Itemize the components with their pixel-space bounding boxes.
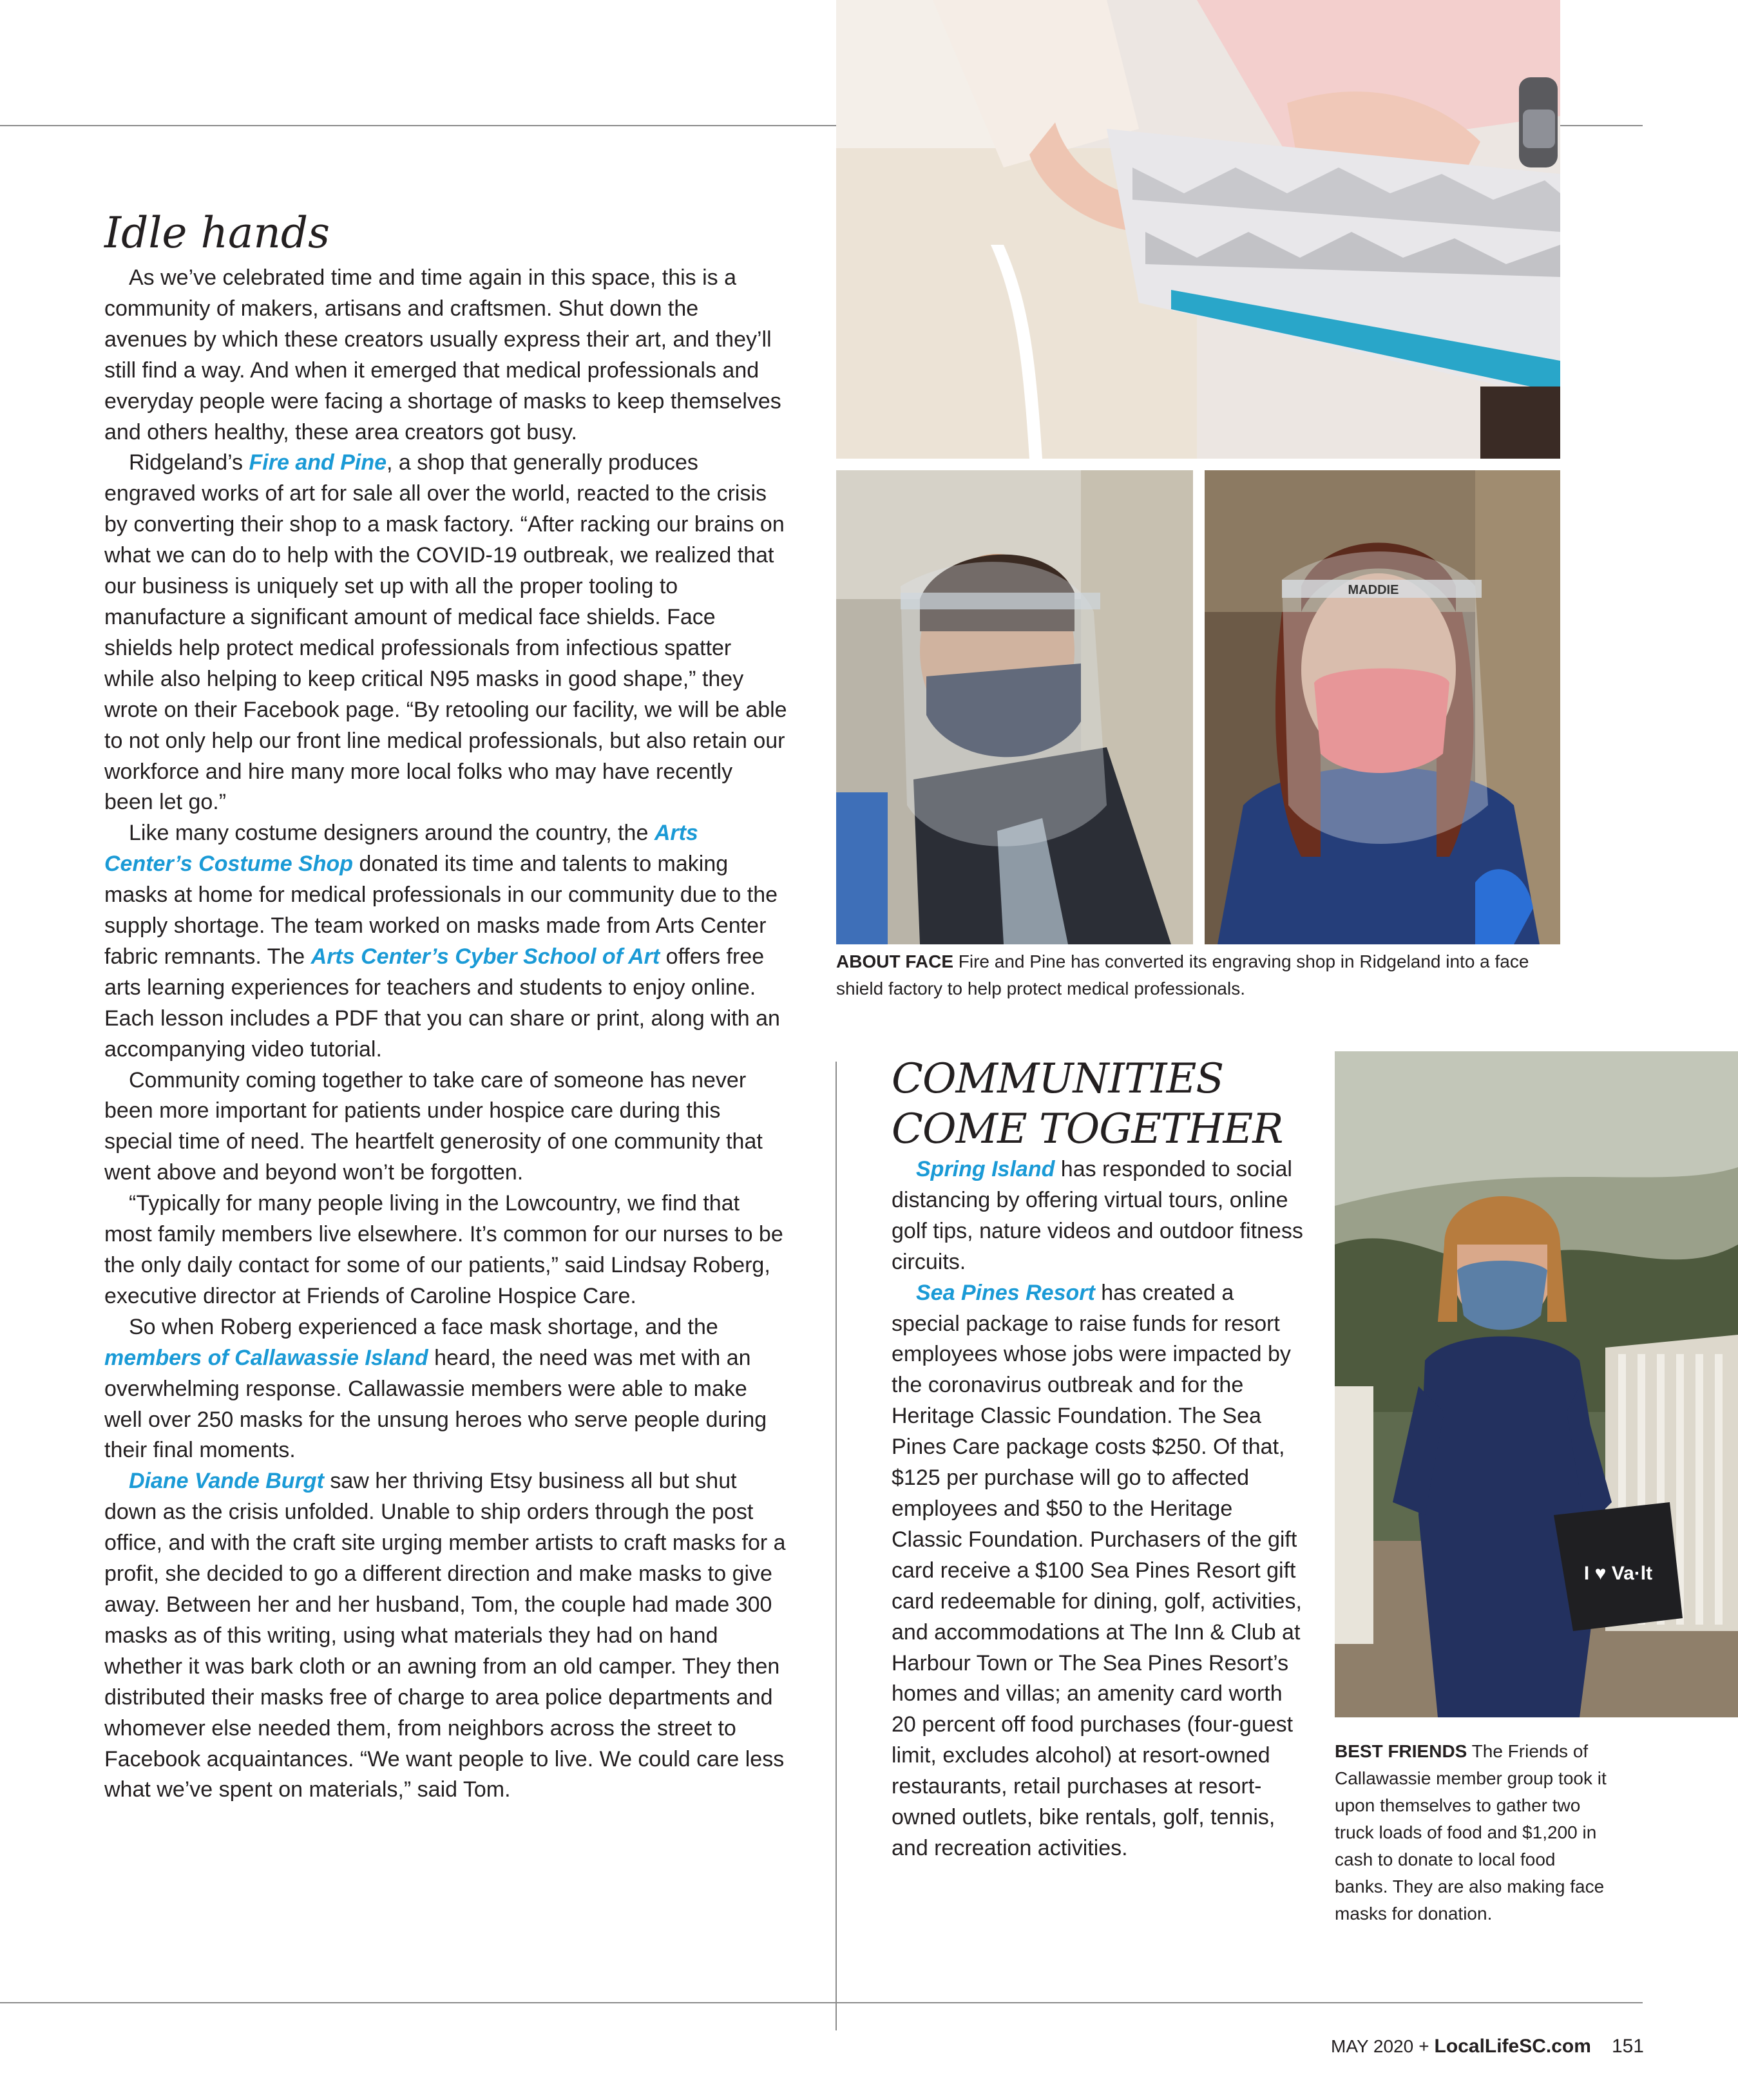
text-segment: has created a special package to raise funds for resort employees whose jobs were impacted by the coronavirus outbreak and for the Heritage Classic Foundation. The Sea Pines Care package costs $250. Of that, $125 per purchase will go to affected employees and $50 to the Heritage Classic Foundation. Purchasers of the gift card receive a $100 Sea Pines Resort gift card redeemable for dining, golf, activities, and accommodations at The Inn & Club at Harbour Town or The Sea Pines Resort’s homes and villas; an amenity card worth 20 percent off food purchases (four-guest limit, excludes alcohol) at resort-owned restaurants, retail purchases at resort-owned outlets, bike rentals, golf, tennis, and recreation activities. — [892, 1280, 1302, 1860]
left-column-body — [104, 263, 787, 1806]
text-segment: Like many costume designers around the country, the — [129, 821, 654, 846]
column-divider — [836, 1062, 837, 2030]
text-segment: , a shop that generally produces engraved works of art for sale all over the world, reacted to the crisis by converting their shop to a mask factory. “After racking our brains on what we can do to help with the COVID-19 outbreak, we realized that our business is uniquely set up with all the proper tooling to manufacture a significant amount of medical face shields. Face shields help protect medical professionals from infectious spatter while also helping to keep critical N95 masks in good shape,” they wrote on their Facebook page. “By retooling our facility, we will be able to not only help our front line medical professionals, but also retain our workforce and hire many more local folks who may have recently been let go.” — [104, 450, 787, 815]
page-footer — [1331, 2036, 1644, 2057]
face-shield-man-photo — [836, 470, 1193, 944]
paragraph — [104, 1188, 787, 1312]
paragraph — [104, 263, 787, 448]
left-column — [104, 207, 787, 1806]
sewing-photo — [836, 0, 1560, 459]
paragraph — [104, 1065, 787, 1189]
paragraph — [104, 1466, 787, 1806]
communities-heading — [892, 1054, 1304, 1154]
about-face-caption — [836, 948, 1560, 1002]
highlighted-name: Arts Center’s Costume Shop — [104, 821, 698, 877]
paragraph — [104, 448, 787, 818]
about-face-text: Fire and Pine has converted its engraving shop in Ridgeland into a face shield factory to help protect medical professionals. — [836, 951, 1529, 998]
paragraph — [104, 1312, 787, 1467]
paragraph — [104, 818, 787, 1065]
highlighted-name: members of Callawassie Island — [104, 1345, 428, 1370]
text-segment: So when Roberg experienced a face mask shortage, and the — [129, 1314, 718, 1339]
issue-date: MAY 2020 — [1331, 2036, 1414, 2056]
footer-separator: + — [1418, 2036, 1429, 2056]
text-segment: “Typically for many people living in the Lowcountry, we find that most family members live elsewhere. It’s common for our nurses to be the only daily contact for some of our patients,” said Lindsay Roberg, executive director at Friends of Caroline Hospice Care. — [104, 1191, 783, 1308]
best-friends-text: The Friends of Callawassie member group took it upon themselves to gather two truck loads of food and $1,200 in cash to donate to local food banks. They are also making face masks for donation. — [1335, 1741, 1607, 1923]
highlighted-name: Diane Vande Burgt — [129, 1469, 324, 1494]
text-segment: Ridgeland’s — [129, 450, 249, 475]
garden-woman-photo — [1335, 1051, 1738, 1717]
site-link[interactable]: LocalLifeSC.com — [1434, 2036, 1591, 2057]
bottom-rule — [0, 2002, 1643, 2003]
highlighted-name: Spring Island — [916, 1157, 1055, 1181]
middle-column — [892, 1054, 1304, 1864]
page-number: 151 — [1611, 2036, 1644, 2057]
text-segment: As we’ve celebrated time and time again in this space, this is a community of makers, artisans and craftsmen. Shut down the avenues by which these creators usually express their art, and they’ll still find a way. And when it emerged that medical professionals and everyday people were facing a shortage of masks to keep themselves and others healthy, these area creators got busy. — [104, 265, 781, 444]
text-segment: Community coming together to take care of someone has never been more important for patients under hospice care during this special time of need. The heartfelt generosity of one community that went above and beyond won’t be forgotten. — [104, 1067, 763, 1185]
bag-text: I ♥ Va·lt — [1583, 1563, 1653, 1584]
communities-heading-line-2: COME TOGETHER — [892, 1105, 1283, 1153]
text-segment: has responded to social distancing by offering virtual tours, online golf tips, nature videos and outdoor fitness circuits. — [892, 1157, 1303, 1274]
highlighted-name: Fire and Pine — [249, 450, 387, 475]
highlighted-name: Sea Pines Resort — [916, 1280, 1095, 1305]
about-face-label: ABOUT FACE — [836, 951, 953, 971]
top-rule-left — [0, 125, 836, 126]
best-friends-label: BEST FRIENDS — [1335, 1741, 1467, 1761]
text-segment: saw her thriving Etsy business all but shut down as the crisis unfolded. Unable to ship orders through the post office, and with the craft site urging member artists to craft masks for a profit, she decided to go a different direction and make masks to give away. Between her and her husband, Tom, the couple had made 300 masks as of this writing, using what materials they had on hand whether it was bark cloth or an awning from an old camper. They then distributed their masks free of charge to area police departments and whomever else needed them, from neighbors across the street to Facebook acquaintances. “We want people to live. We could care less what we’ve spent on materials,” said Tom. — [104, 1469, 786, 1802]
shield-name-text: MADDIE — [1348, 583, 1399, 597]
communities-heading-line-1: COMMUNITIES — [892, 1055, 1224, 1103]
face-shield-woman-photo — [1205, 470, 1560, 944]
top-rule-right — [1560, 125, 1643, 126]
middle-column-body — [892, 1154, 1304, 1864]
idle-hands-heading: Idle hands — [104, 208, 330, 258]
text-segment: offers free arts learning experiences for teachers and students to enjoy online. Each lesson includes a PDF that you can share or print, along with an accompanying video tutorial. — [104, 944, 780, 1062]
paragraph — [892, 1154, 1304, 1278]
best-friends-caption — [1335, 1738, 1612, 1927]
text-segment: heard, the need was met with an overwhelming response. Callawassie members were able to make well over 250 masks for the unsung heroes who serve people during their final moments. — [104, 1345, 767, 1463]
highlighted-name: Arts Center’s Cyber School of Art — [310, 944, 660, 969]
text-segment: donated its time and talents to making masks at home for medical professionals in our community due to the supply shortage. The team worked on masks made from Arts Center fabric remnants. The — [104, 852, 778, 969]
paragraph — [892, 1278, 1304, 1864]
